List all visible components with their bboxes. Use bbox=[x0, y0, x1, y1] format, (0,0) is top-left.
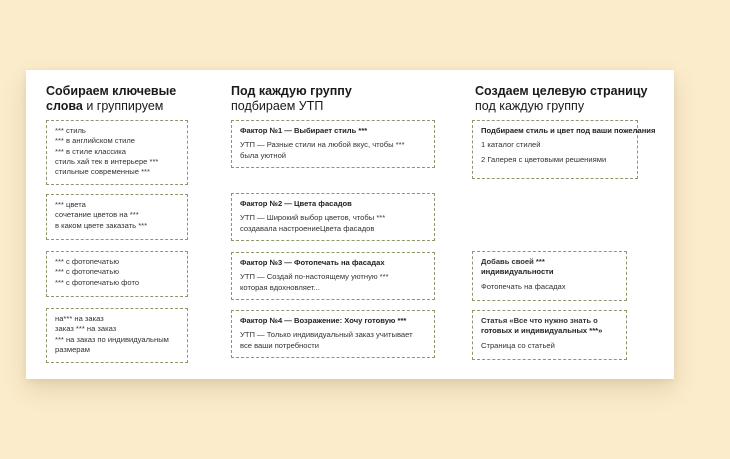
keyword-group-photoprint: *** с фотопечатью *** с фотопечатью *** с фотопечатью фото bbox=[46, 251, 188, 297]
keyword-group-style: *** стиль *** в английском стиле *** в стиле классика стиль хай тек в интерьере *** стильные современные *** bbox=[46, 120, 188, 185]
landing-page-individuality: Добавь своей *** индивидуальности Фотопечать на фасадах bbox=[472, 251, 627, 301]
keyword-group-custom-order: на*** на заказ заказ *** на заказ *** на заказ по индивидуальным размерам bbox=[46, 308, 188, 363]
factor-card-2: Фактор №2 — Цвета фасадов УТП — Широкий выбор цветов, чтобы *** создавала настроениеЦвета фасадов bbox=[231, 193, 435, 241]
landing-page-article: Статья «Все что нужно знать о готовых и индивидуальных ***» Страница со статьей bbox=[472, 310, 627, 360]
factor-card-1: Фактор №1 — Выбирает стиль *** УТП — Разные стили на любой вкус, чтобы *** была уютной bbox=[231, 120, 435, 168]
landing-page-style-color: Подбираем стиль и цвет под ваши пожелания 1 каталог стилей 2 Галерея с цветовыми решениями bbox=[472, 120, 638, 179]
column-keywords-heading: Собираем ключевые слова и группируем bbox=[46, 84, 177, 113]
factor-card-4: Фактор №4 — Возражение: Хочу готовую *** УТП — Только индивидуальный заказ учитывает все ваши потребности bbox=[231, 310, 435, 358]
column-landing-heading: Создаем целевую страницу под каждую группу bbox=[475, 84, 648, 113]
factor-card-3: Фактор №3 — Фотопечать на фасадах УТП — Создай по-настоящему уютную *** которая вдохновляет... bbox=[231, 252, 435, 300]
column-usp-heading: Под каждую группу подбираем УТП bbox=[231, 84, 352, 113]
diagram-card bbox=[26, 70, 674, 379]
keyword-group-color: *** цвета сочетание цветов на *** в каком цвете заказать *** bbox=[46, 194, 188, 240]
